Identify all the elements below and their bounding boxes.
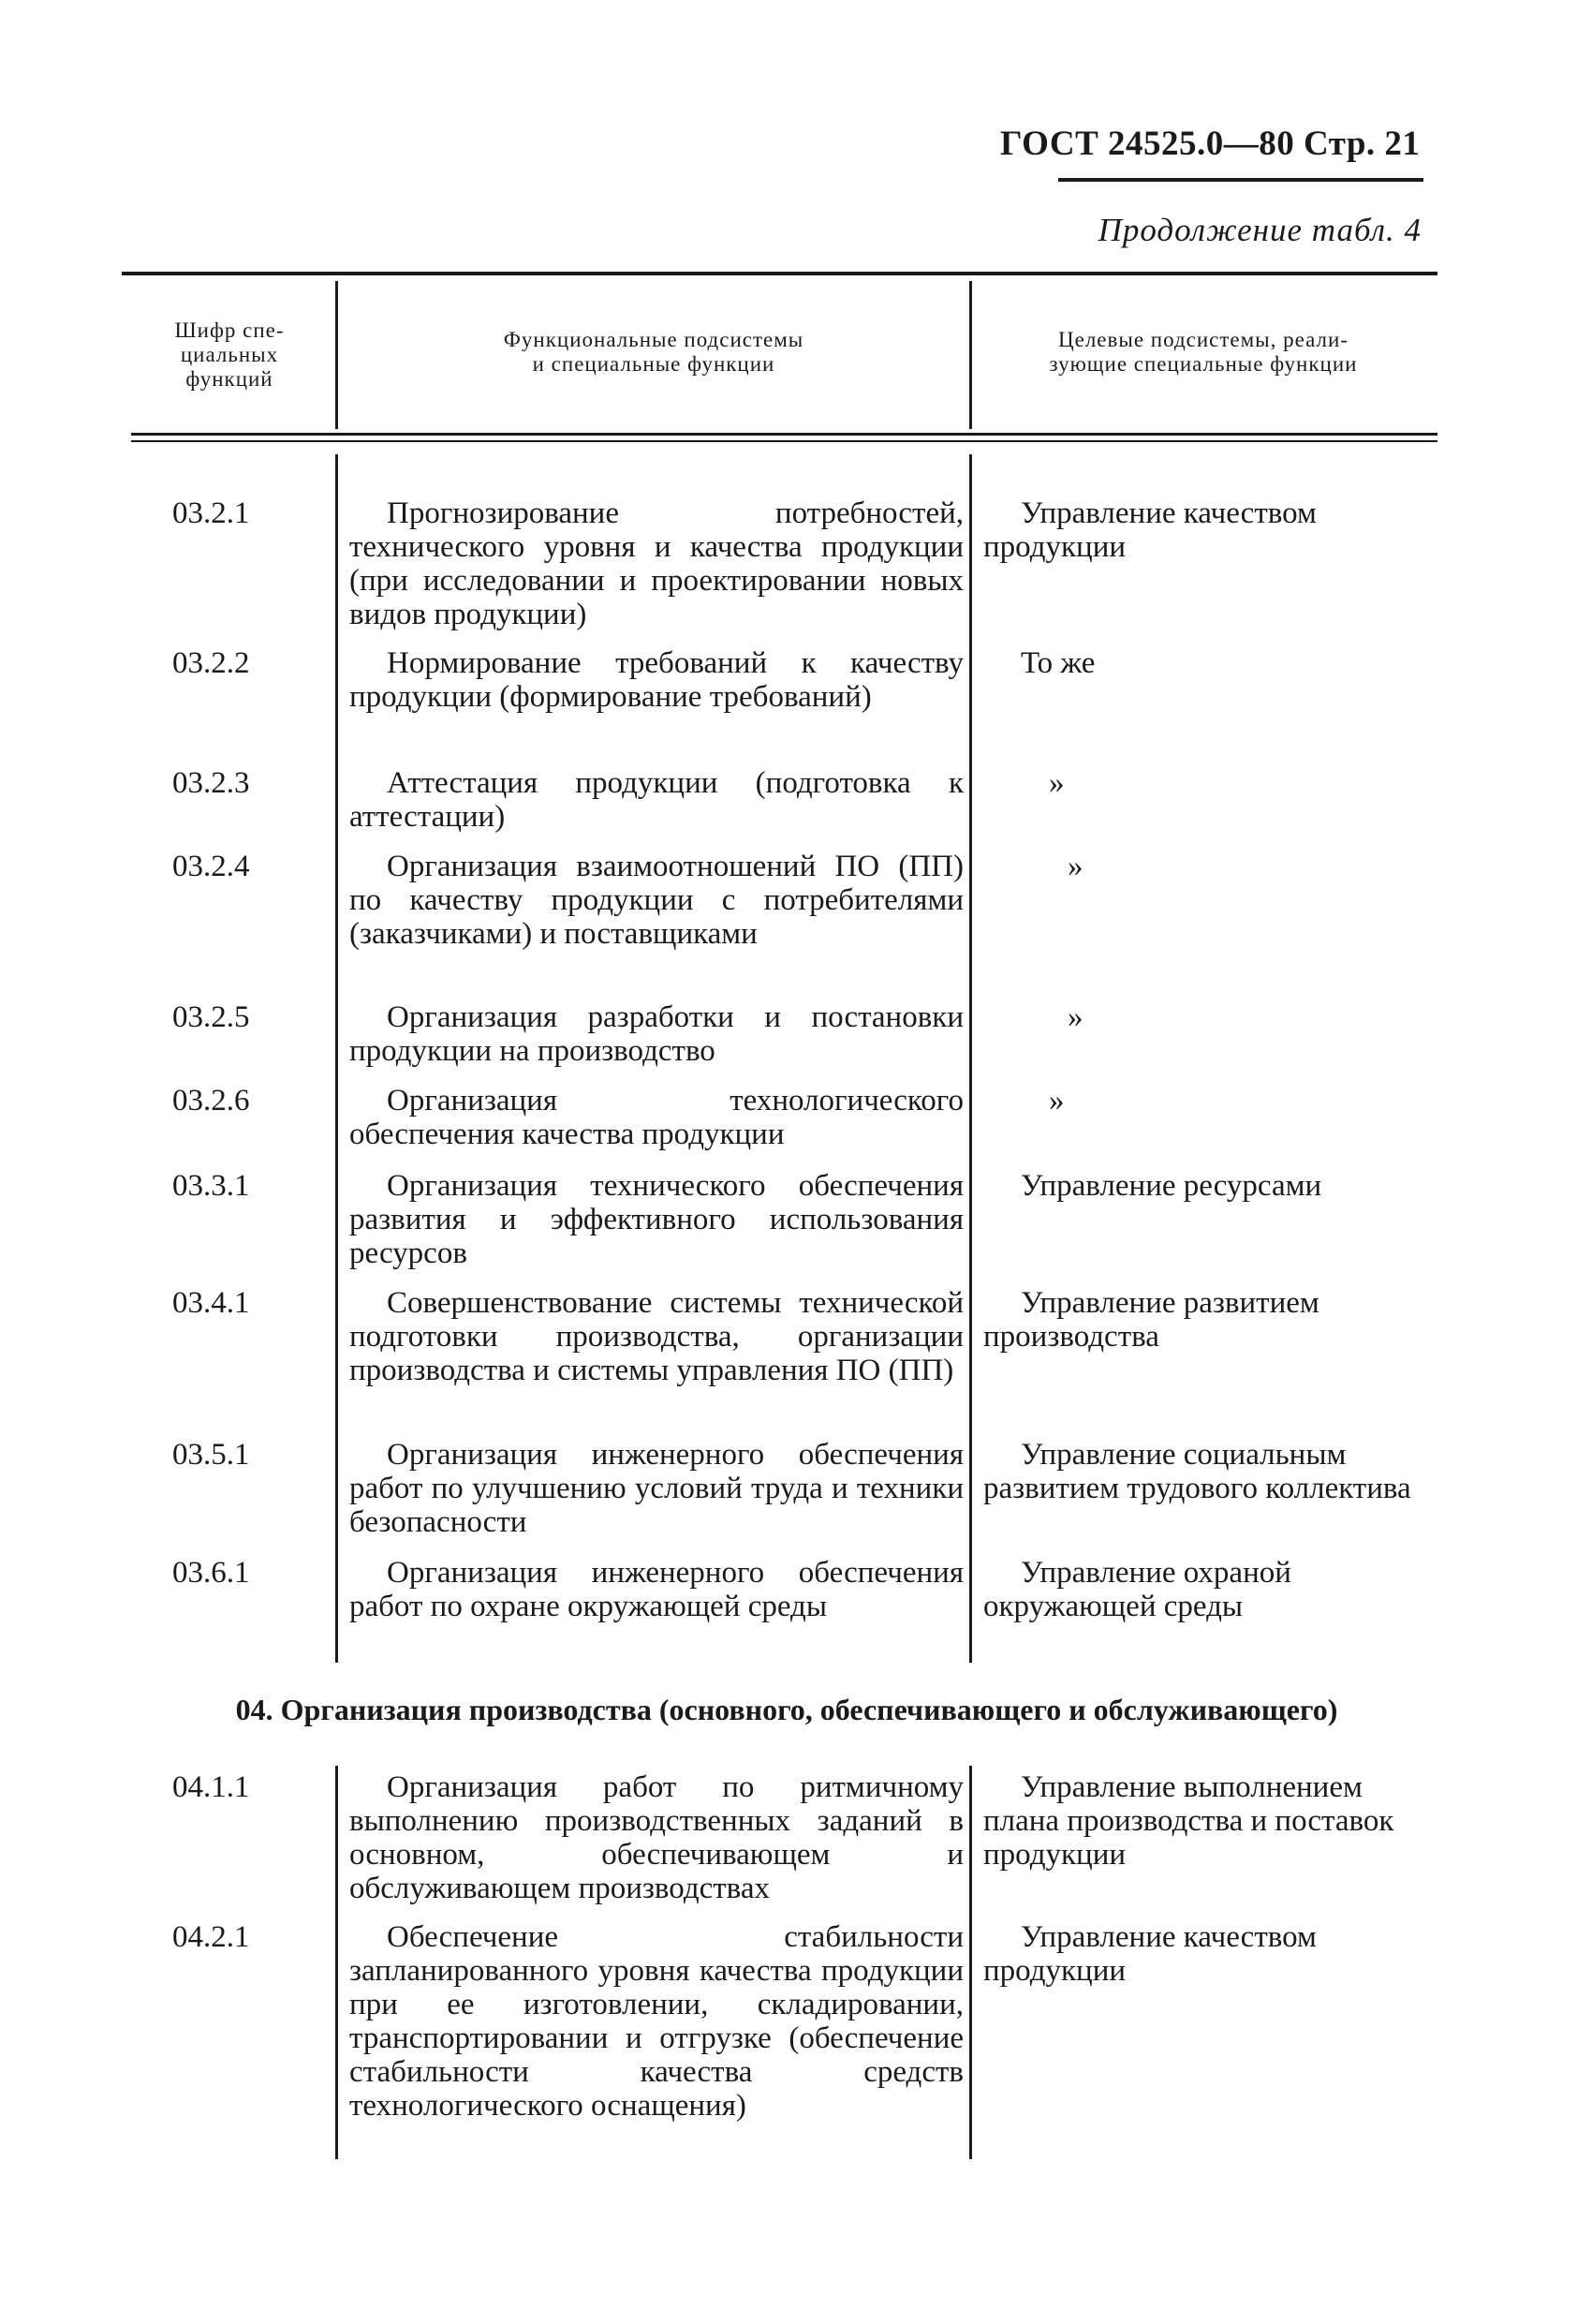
function-code: 03.4.1 (172, 1286, 250, 1320)
ditto-mark: » (1068, 850, 1083, 883)
function-description: Аттестация продукции (подготовка к аттестации) (349, 766, 964, 834)
column-header-code: Шифр спе- циальных функций (174, 318, 285, 391)
table-continuation-label: Продолжение табл. 4 (1098, 212, 1422, 248)
column-header-targets: Целевые подсистемы, реали- зующие специальные функции (1049, 328, 1358, 376)
column-header-functions: Функциональные подсистемы и специальные функции (503, 328, 804, 376)
function-code: 03.2.1 (172, 496, 250, 530)
function-code: 03.2.5 (172, 1000, 250, 1034)
page-header: ГОСТ 24525.0—80 Стр. 21 (1000, 125, 1421, 163)
function-description: Организация разработки и постановки продукции на производство (349, 1000, 964, 1068)
body-divider-2b (969, 1766, 972, 2159)
function-code: 03.2.4 (172, 850, 250, 883)
target-subsystem: Управление социальным развитием трудового коллектива (983, 1438, 1411, 1505)
function-description: Организация инженерного обеспечения работ по улучшению условий труда и техники безопасности (349, 1438, 964, 1539)
function-description: Нормирование требований к качеству продукции (формирование требований) (349, 646, 964, 714)
function-code: 04.2.1 (172, 1920, 250, 1954)
function-description: Организация работ по ритмичному выполнению производственных заданий в основном, обеспечивающем и обслуживающем производствах (349, 1770, 964, 1905)
ditto-mark: » (1049, 1084, 1065, 1118)
function-code: 03.2.3 (172, 766, 250, 800)
function-description: Совершенствование системы технической подготовки производства, организации производства и системы управления ПО (ПП) (349, 1286, 964, 1387)
function-code: 03.5.1 (172, 1438, 250, 1472)
header-divider-2 (969, 281, 972, 429)
target-subsystem: Управление качеством продукции (983, 496, 1317, 564)
target-subsystem: Управление ресурсами (1021, 1169, 1322, 1203)
target-subsystem: Управление выполнением плана производства и поставок продукции (983, 1770, 1394, 1872)
body-divider-1 (335, 454, 338, 1663)
ditto-mark: » (1068, 1000, 1083, 1034)
body-divider-1b (335, 1766, 338, 2159)
body-divider-2 (969, 454, 972, 1663)
function-description: Организация инженерного обеспечения работ по охране окружающей среды (349, 1556, 964, 1623)
header-rule (1058, 178, 1423, 182)
function-code: 03.2.2 (172, 646, 250, 680)
function-description: Организация взаимоотношений ПО (ПП) по качеству продукции с потребителями (заказчиками) и поставщиками (349, 850, 964, 951)
table-top-rule (122, 272, 1437, 275)
table-header-bottom-rule (131, 433, 1437, 436)
function-code: 03.2.6 (172, 1084, 250, 1118)
target-subsystem: То же (1021, 646, 1096, 680)
function-code: 03.6.1 (172, 1556, 250, 1590)
table-header-bottom-rule-2 (131, 440, 1437, 442)
function-description: Организация технического обеспечения развития и эффективного использования ресурсов (349, 1169, 964, 1270)
target-subsystem: Управление качеством продукции (983, 1920, 1317, 1988)
target-subsystem: Управление охраной окружающей среды (983, 1556, 1291, 1623)
header-divider-1 (335, 281, 338, 429)
function-code: 03.3.1 (172, 1169, 250, 1203)
section-heading: 04. Организация производства (основного, обеспечивающего и обслуживающего) (235, 1693, 1338, 1726)
ditto-mark: » (1049, 766, 1065, 800)
target-subsystem: Управление развитием производства (983, 1286, 1319, 1354)
function-description: Обеспечение стабильности запланированного уровня качества продукции при ее изготовлении, складировании, транспортировании и отгрузке (обеспечение стабильности качества средств технологического оснащения) (349, 1920, 964, 2123)
function-description: Организация технологического обеспечения качества продукции (349, 1084, 964, 1151)
function-code: 04.1.1 (172, 1770, 250, 1804)
function-description: Прогнозирование потребностей, технического уровня и качества продукции (при исследовании и проектировании новых видов продукции) (349, 496, 964, 631)
